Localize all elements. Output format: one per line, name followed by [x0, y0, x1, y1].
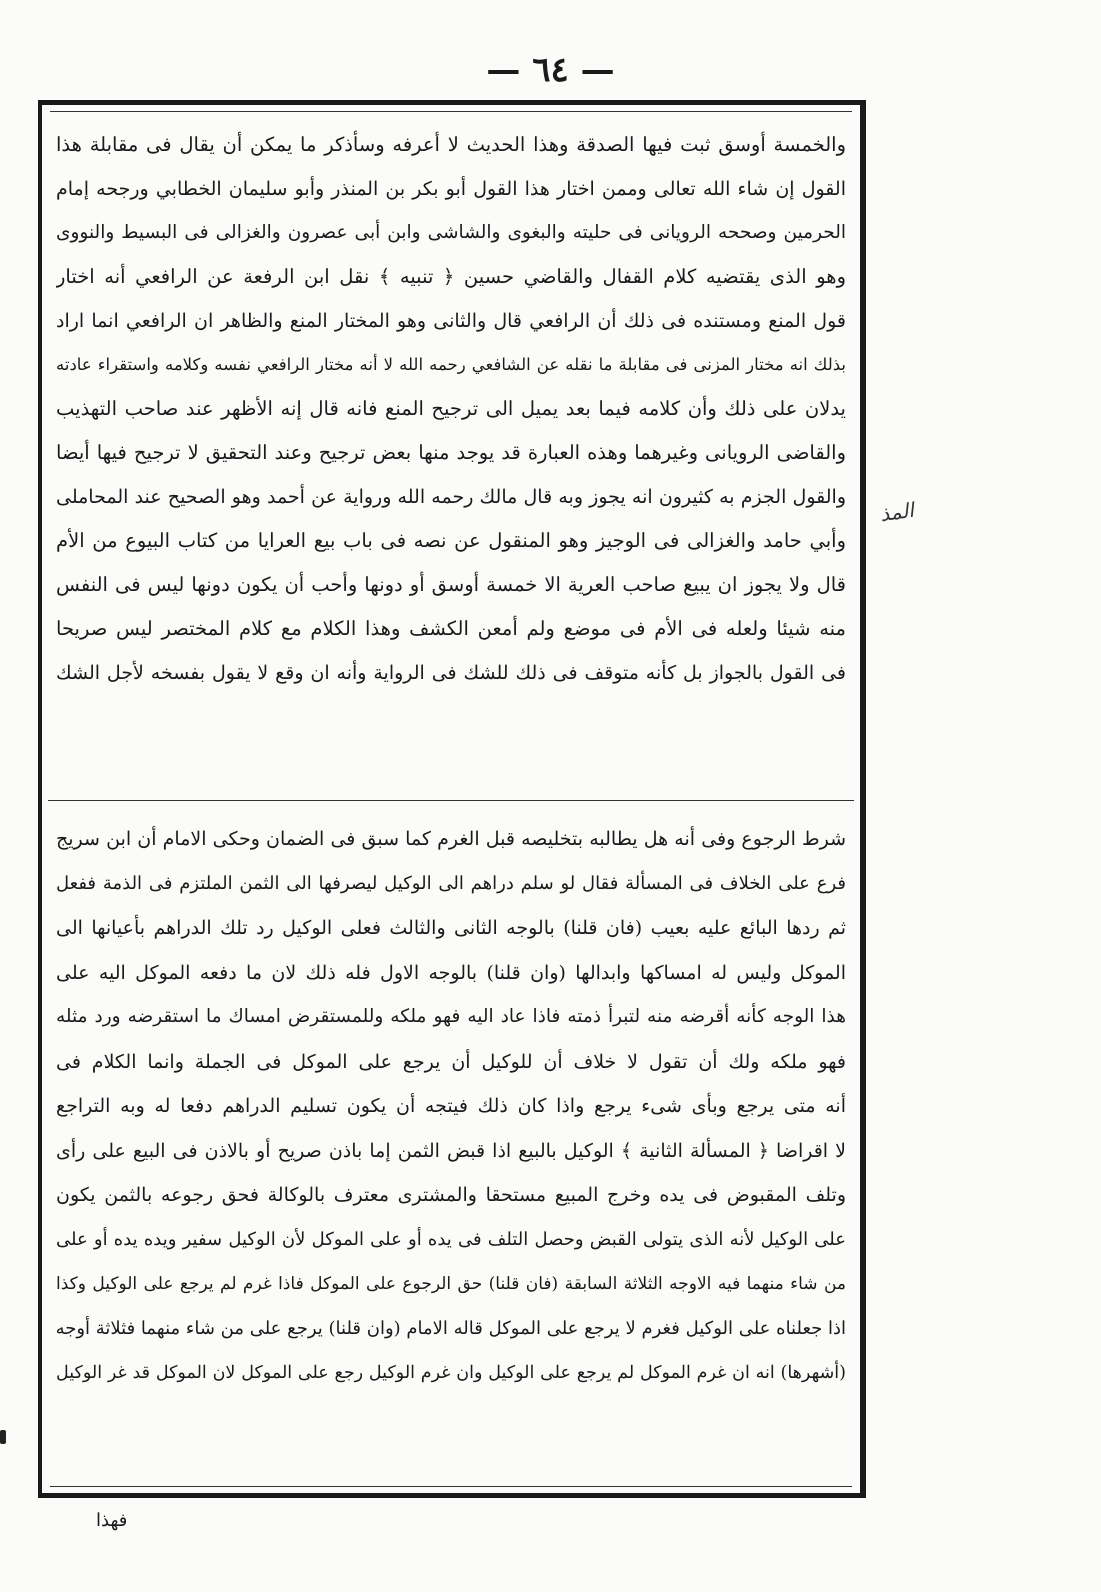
text-line: وهو الذى يقتضيه كلام القفال والقاضي حسين ﴿ تنبيه ﴾ نقل ابن الرفعة عن الرافعي أنه اختار: [56, 265, 846, 288]
text-line: قال ولا يجوز ان يبيع صاحب العرية الا خمسة أوسق أو دونها وأحب أن يكون دونها ليس فى النفس: [56, 573, 846, 596]
text-line: والخمسة أوسق ثبت فيها الصدقة وهذا الحديث لا أعرفه وسأذكر ما يمكن أن يقال فى مقابلة هذا: [56, 133, 846, 156]
text-line: لا اقراضا ﴿ المسألة الثانية ﴾ الوكيل بالبيع اذا قبض الثمن إما باذن صريح أو بالاذن فى البيع على رأى: [56, 1139, 846, 1162]
main-text-section: [56, 123, 846, 783]
text-line: منه شيئا ولعله فى الأم فى موضع ولم أمعن الكشف وهذا الكلام مع كلام المختصر ليس صريحا: [56, 617, 846, 640]
text-line: أنه متى يرجع وبأى شىء يرجع واذا كان ذلك فيتجه أن يكون تسليم الدراهم دفعا له وبه التراجع: [56, 1095, 846, 1117]
text-line: القول إن شاء الله تعالى وممن اختار هذا القول أبو بكر بن المنذر وأبو سليمان الخطابي ورجحه إمام: [56, 178, 846, 200]
text-line: من شاء منهما فيه الاوجه الثلاثة السابقة (فان قلنا) حق الرجوع على الموكل فاذا غرم لم يرجع على الوكيل وكذا: [56, 1274, 846, 1294]
section-divider: [48, 800, 854, 801]
text-line: والقاضى الرويانى وغيرهما وهذه العبارة قد يوجد منها بعض ترجيح وعند التحقيق لا ترجيح فيها أيضا: [56, 441, 846, 464]
text-line: يدلان على ذلك وأن كلامه فيما بعد يميل الى ترجيح المنع فانه قال إنه الأظهر عند صاحب التهذيب: [56, 397, 846, 420]
page-number: — ٦٤ —: [486, 50, 615, 90]
text-line: (أشهرها) انه ان غرم الموكل لم يرجع على الوكيل وان غرم الوكيل رجع على الموكل لان الموكل قد غر الوكيل: [56, 1363, 846, 1383]
handwritten-margin-note: المذ: [878, 497, 916, 527]
text-line: هذا الوجه كأنه أقرضه منه لتبرأ ذمته فاذا عاد اليه فهو ملكه وللمستقرض امساك ما استقرضه ورد مثله: [56, 1006, 846, 1027]
text-line: فرع على الخلاف فى المسألة فقال لو سلم دراهم الى الوكيل ليصرفها الى الثمن الملتزم فى الذمة ففعل: [56, 872, 846, 894]
text-line: والقول الجزم به كثيرون انه يجوز وبه قال مالك رحمه الله ورواية عن أحمد وهو الصحيح عند المحاملى: [56, 486, 846, 508]
text-line: فى القول بالجواز بل كأنه متوقف فى ذلك للشك فى الرواية وأنه ان وقع لا يقول بفسخه لأجل الشك: [56, 662, 846, 684]
text-line: وأبي حامد والغزالى فى الوجيز وهو المنقول عن نصه فى باب بيع العرايا من كتاب البيوع من الأم: [56, 529, 846, 552]
text-line: اذا جعلناه على الوكيل فغرم لا يرجع على الموكل قاله الامام (وان قلنا) يرجع على من شاء منهما فثلاثة أوجه: [56, 1317, 846, 1339]
text-line: وتلف المقبوض فى يده وخرج المبيع مستحقا والمشترى معترف بالوكالة فحق رجوعه بالثمن يكون: [56, 1184, 846, 1206]
text-line: الحرمين وصححه الرويانى فى حليته والبغوى والشاشى وابن أبى عصرون والغزالى فى البسيط والنووى: [56, 222, 846, 243]
text-line: على الوكيل لأنه الذى يتولى القبض وحصل التلف فى يده أو على الموكل لأن الوكيل سفير ويده يده أو على: [56, 1228, 846, 1250]
text-line: ثم ردها البائع عليه بعيب (فان قلنا) بالوجه الثانى والثالث فعلى الوكيل رد تلك الدراهم بأعيانها الى: [56, 917, 846, 939]
text-line: قول المنع ومستنده فى ذلك أن الرافعي قال والثانى وهو المختار المنع والظاهر ان الرافعي انما اراد: [56, 310, 846, 332]
text-line: فهو ملكه ولك أن تقول لا خلاف أن للوكيل أن يرجع على الموكل فى الجملة وانما الكلام فى: [56, 1050, 846, 1073]
text-line: بذلك انه مختار المزنى فى مقابلة ما نقله عن الشافعي رحمه الله لا أنه مختار الرافعي نفسه وكلامه واستقراء عادته: [56, 355, 846, 374]
catchword: فهذا: [96, 1510, 128, 1531]
text-line: شرط الرجوع وفى أنه هل يطالبه بتخليصه قبل الغرم كما سبق فى الضمان وحكى الامام أن ابن سريج: [56, 828, 846, 850]
ink-mark: [0, 1430, 6, 1444]
page-frame: [38, 100, 866, 1498]
secondary-text-section: [56, 817, 846, 1477]
text-line: الموكل وليس له امساكها وابدالها (وان قلنا) بالوجه الاول فله ذلك لان ما دفعه الموكل اليه على: [56, 961, 846, 984]
